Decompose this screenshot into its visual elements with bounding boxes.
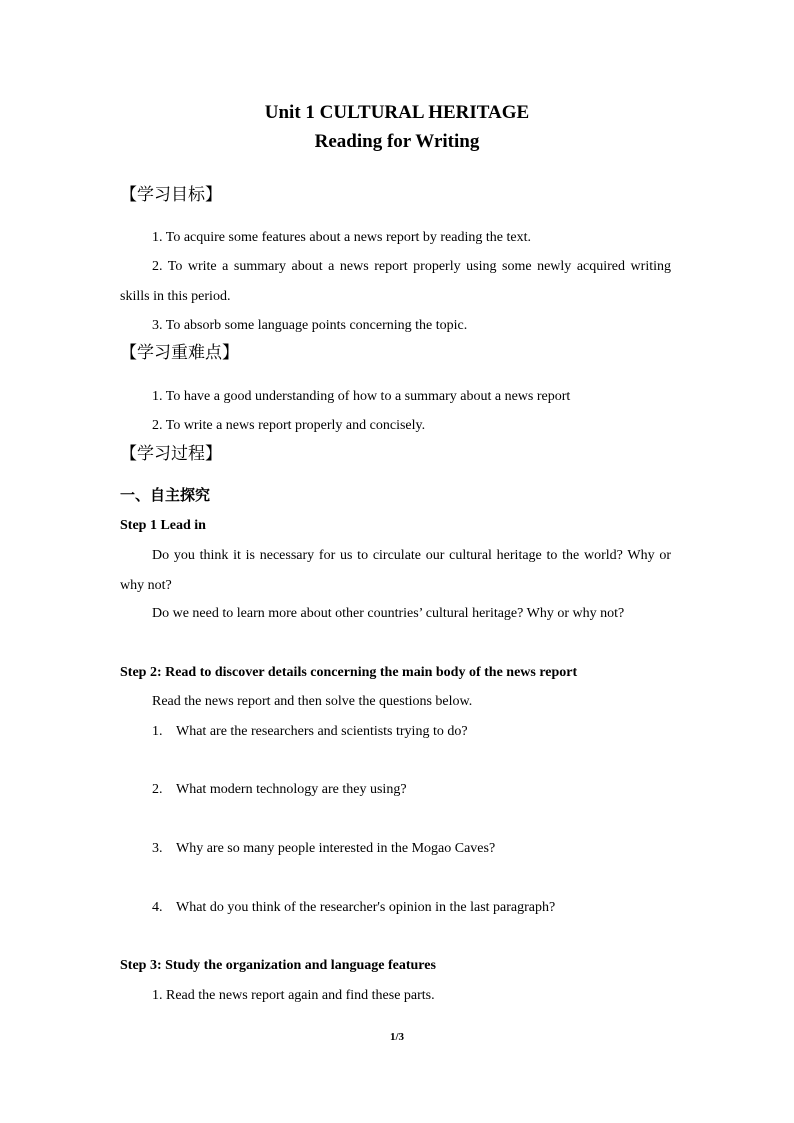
objective-item: 1. To acquire some features about a news report by reading the text. [152,230,531,245]
step3-item: 1. Read the news report again and find these parts. [152,988,435,1003]
step1-title: Step 1 Lead in [120,518,206,533]
page-number: 1/3 [389,1031,405,1043]
question-number: 2. [152,782,163,797]
step2-intro: Read the news report and then solve the questions below. [152,694,473,709]
process-heading: 【学习过程】 [120,444,222,464]
question-text: What do you think of the researcher's opinion in the last paragraph? [176,900,556,915]
question-number: 1. [152,724,163,739]
objective-item: 3. To absorb some language points concerning the topic. [152,318,468,333]
step1-question: Do we need to learn more about other countries’ cultural heritage? Why or why not? [152,606,625,621]
part1-heading: 一、自主探究 [120,486,211,504]
document-subtitle: Reading for Writing [314,131,480,152]
question-text: What modern technology are they using? [176,782,407,797]
objective-item: 2. To write a summary about a news report properly using some newly acquired writing skills in this period. [120,259,671,304]
question-number: 3. [152,841,163,856]
question-text: Why are so many people interested in the Mogao Caves? [176,841,496,856]
question-number: 4. [152,900,163,915]
question-text: What are the researchers and scientists trying to do? [176,724,468,739]
step1-question: Do you think it is necessary for us to circulate our cultural heritage to the world? Why or why not? [120,548,671,593]
key-point-item: 1. To have a good understanding of how to a summary about a news report [152,389,571,404]
key-points-heading: 【学习重难点】 [120,343,239,363]
objectives-heading: 【学习目标】 [120,185,222,205]
step3-title: Step 3: Study the organization and language features [120,958,436,973]
key-point-item: 2. To write a news report properly and concisely. [152,418,426,433]
document-title: Unit 1 CULTURAL HERITAGE [264,102,530,123]
step2-title: Step 2: Read to discover details concerning the main body of the news report [120,665,578,680]
